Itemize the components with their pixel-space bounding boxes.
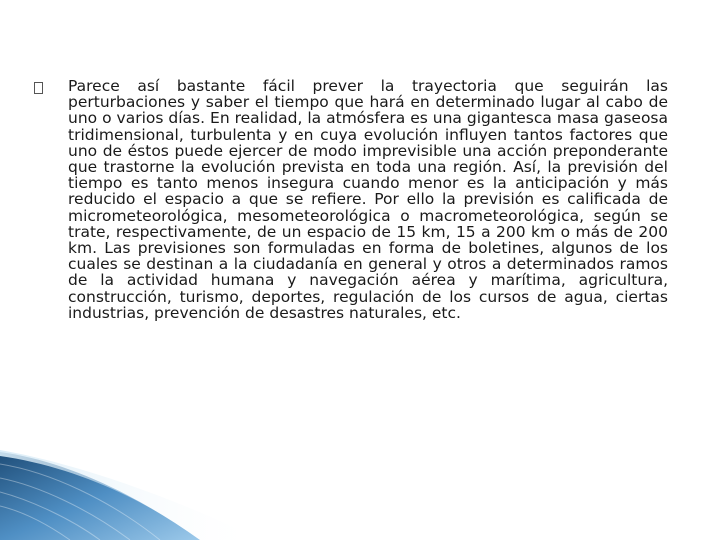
missing-glyph-bullet-icon	[34, 82, 43, 94]
footer-wave-decoration	[0, 450, 720, 540]
footer-wave-dark	[0, 452, 200, 540]
bullet-text: Parece así bastante fácil prever la trayectoria que seguirán las perturbaciones y saber el tiempo que hará en determinado lugar al cabo de uno o varios días. En realidad, la atmósfera es una gigantesca masa gaseosa tridimensional, turbulenta y en cuya evolución influyen tantos factores que uno de éstos puede ejercer de modo imprevisible una acción preponderante que trastorne la evolución prevista en toda una región. Así, la previsión del tiempo es tanto menos insegura cuando menor es la anticipación y más reducido el espacio a que se refiere. Por ello la previsión es calificada de micrometeorológica, mesometeorológica o macrometeorológica, según se trate, respectivamente, de un espacio de 15 km, 15 a 200 km o más de 200 km. Las previsiones son formuladas en forma de boletines, algunos de los cuales se destinan a la ciudadanía en general y otros a determinados ramos de la actividad humana y navegación aérea y marítima, agricultura, construcción, turismo, deportes, regulación de los cursos de agua, ciertas industrias, prevención de desastres naturales, etc.	[68, 77, 668, 322]
